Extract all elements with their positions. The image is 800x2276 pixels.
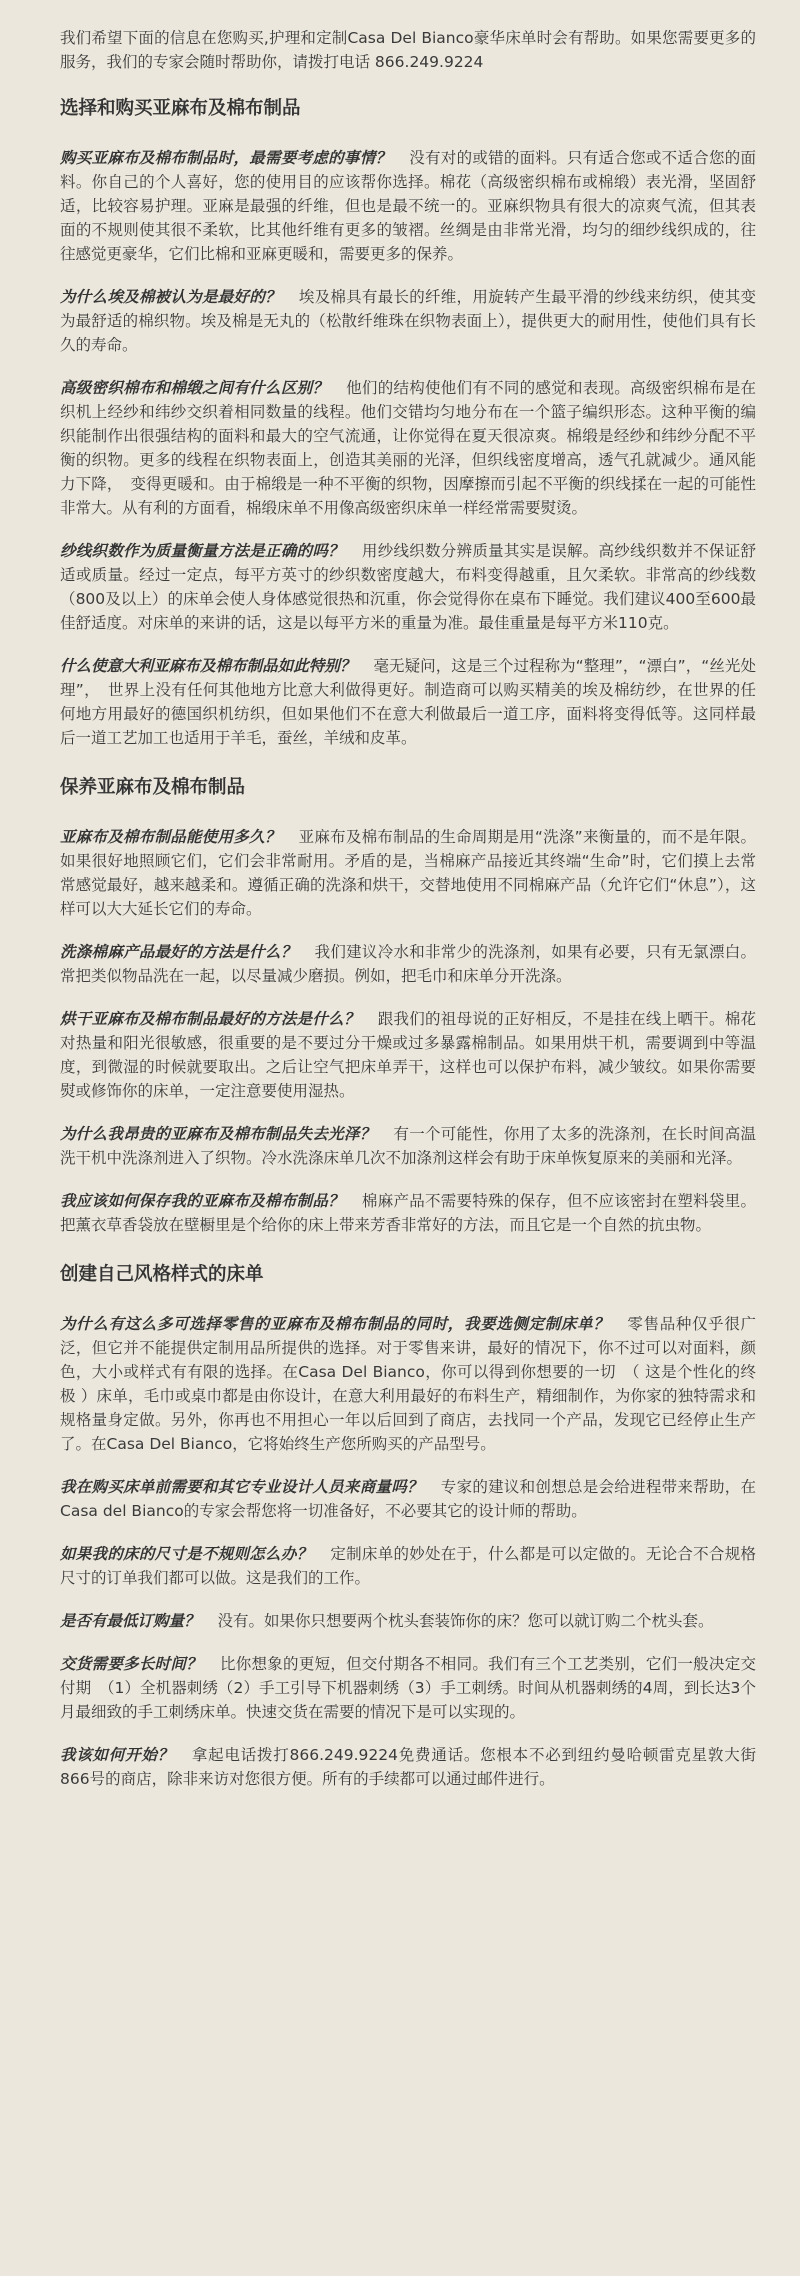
faq-question: 我在购买床单前需要和其它专业设计人员来商量吗？ <box>60 1478 423 1496</box>
faq-question: 烘干亚麻布及棉布制品最好的方法是什么？ <box>60 1010 360 1028</box>
faq-item <box>60 1542 756 1590</box>
faq-answer: 拿起电话拨打866.249.9224免费通话。您根本不必到纽约曼哈顿雷克星敦大街866号的商店，除非来访对您很方便。所有的手续都可以通过邮件进行。 <box>60 1746 756 1788</box>
faq-question: 为什么我昂贵的亚麻布及棉布制品失去光泽？ <box>60 1125 376 1143</box>
faq-item <box>60 825 756 921</box>
faq-answer: 零售品种仅乎很广泛，但它并不能提供定制用品所提供的选择。对于零售来讲，最好的情况下，你不过可以对面料，颜色，大小或样式有有限的选择。在Casa Del Bianco，你可以得到你想要的一切 （ 这是个性化的终极 ）床单，毛巾或桌巾都是由你设计，在意大利用最好的布料生产，精细制作，为你家的独特需求和规格量身定做。另外，你再也不用担心一年以后回到了商店，去找同一个产品，发现它已经停止生产了。在Casa Del Bianco，它将始终生产您所购买的产品型号。 <box>60 1315 756 1453</box>
faq-item <box>60 1122 756 1170</box>
faq-item <box>60 940 756 988</box>
section-custom-style <box>60 1262 756 1791</box>
faq-answer: 跟我们的祖母说的正好相反，不是挂在线上晒干。棉花对热量和阳光很敏感，很重要的是不要过分干燥或过多暴露棉制品。如果用烘干机，需要调到中等温度，到微湿的时候就要取出。之后让空气把床单弄干，这样也可以保护布料，减少皱纹。如果你需要熨或修饰你的床单，一定注意要使用湿热。 <box>60 1010 756 1100</box>
faq-question: 交货需要多长时间？ <box>60 1655 202 1673</box>
faq-answer: 埃及棉具有最长的纤维，用旋转产生最平滑的纱线来纺织，使其变为最舒适的棉织物。埃及棉是无丸的（松散纤维珠在织物表面上），提供更大的耐用性，使他们具有长久的寿命。 <box>60 288 756 354</box>
faq-item <box>60 1312 756 1456</box>
section-care <box>60 775 756 1237</box>
faq-answer: 用纱线织数分辨质量其实是误解。高纱线织数并不保证舒适或质量。经过一定点，每平方英寸的纱织数密度越大，布料变得越重，且欠柔软。非常高的纱线数（800及以上）的床单会使人身体感觉很热和沉重，你会觉得你在桌布下睡觉。我们建议400至600最佳舒适度。对床单的来讲的话，这是以每平方米的重量为准。最佳重量是每平方米110克。 <box>60 542 756 632</box>
faq-answer: 没有对的或错的面料。只有适合您或不适合您的面料。你自己的个人喜好，您的使用目的应该帮你选择。棉花（高级密织棉布或棉缎）表光滑，坚固舒适，比较容易护理。亚麻是最强的纤维，但也是最不统一的。亚麻织物具有很大的凉爽气流，但其表面的不规则使其很不柔软，比其他纤维有更多的皱褶。丝绸是由非常光滑，均匀的细纱线织成的，往往感觉更豪华，它们比棉和亚麻更暖和，需要更多的保养。 <box>60 149 756 263</box>
faq-question: 为什么有这么多可选择零售的亚麻布及棉布制品的同时，我要选侧定制床单？ <box>60 1315 610 1333</box>
faq-item <box>60 1609 756 1633</box>
faq-answer: 我们建议冷水和非常少的洗涤剂，如果有必要，只有无氯漂白。常把类似物品洗在一起，以尽量减少磨损。例如，把毛巾和床单分开洗涤。 <box>60 943 756 985</box>
faq-question: 如果我的床的尺寸是不规则怎么办？ <box>60 1545 313 1563</box>
faq-question: 是否有最低订购量？ <box>60 1612 200 1630</box>
faq-answer: 有一个可能性，你用了太多的洗涤剂，在长时间高温洗干机中洗涤剂进入了织物。冷水洗涤床单几次不加涤剂这样会有助于床单恢复原来的美丽和光泽。 <box>60 1125 756 1167</box>
section-title: 创建自己风格样式的床单 <box>60 1264 264 1285</box>
faq-item <box>60 1007 756 1103</box>
faq-question: 洗涤棉麻产品最好的方法是什么？ <box>60 943 297 961</box>
faq-answer: 专家的建议和创想总是会给进程带来帮助，在Casa del Bianco的专家会帮您将一切准备好，不必要其它的设计师的帮助。 <box>60 1478 756 1520</box>
faq-answer: 亚麻布及棉布制品的生命周期是用“洗涤”来衡量的，而不是年限。如果很好地照顾它们，它们会非常耐用。矛盾的是，当棉麻产品接近其终端“生命”时，它们摸上去常常感觉最好，越来越柔和。遵循正确的洗涤和烘干，交替地使用不同棉麻产品（允许它们“休息”），这样可以大大延长它们的寿命。 <box>60 828 756 918</box>
section-title: 保养亚麻布及棉布制品 <box>60 777 246 798</box>
faq-question: 高级密织棉布和棉缎之间有什么区别？ <box>60 379 329 397</box>
faq-answer: 他们的结构使他们有不同的感觉和表现。高级密织棉布是在织机上经纱和纬纱交织着相同数量的线程。他们交错均匀地分布在一个篮子编织形态。这种平衡的编织能制作出很强结构的面料和最大的空气流通，让你觉得在夏天很凉爽。棉缎是经纱和纬纱分配不平衡的织物。更多的线程在织物表面上，创造其美丽的光泽，但织线密度增高，透气孔就减少。通风能力下降， 变得更暖和。由于棉缎是一种不平衡的织物，因摩擦而引起不平衡的织线揉在一起的可能性非常大。从有利的方面看，棉缎床单不用像高级密织床单一样经常需要熨烫。 <box>60 379 756 517</box>
faq-item <box>60 285 756 357</box>
faq-item <box>60 539 756 635</box>
faq-answer: 比你想象的更短，但交付期各不相同。我们有三个工艺类别，它们一般决定交付期 （1）全机器刺绣（2）手工引导下机器刺绣（3）手工刺绣。时间从机器刺绣的4周，到长达3个月最细致的手工刺绣床单。快速交货在需要的情况下是可以实现的。 <box>60 1655 756 1721</box>
faq-question: 什么使意大利亚麻布及棉布制品如此特别？ <box>60 657 356 675</box>
intro-text: 我们希望下面的信息在您购买,护理和定制Casa Del Bianco豪华床单时会有帮助。如果您需要更多的服务，我们的专家会随时帮助你，请拨打电话 866.249.9224 <box>60 29 756 71</box>
faq-item <box>60 1189 756 1237</box>
faq-item <box>60 1743 756 1791</box>
section-choosing-buying <box>60 96 756 750</box>
faq-question: 购买亚麻布及棉布制品时，最需要考虑的事情？ <box>60 149 392 167</box>
faq-question: 纱线织数作为质量衡量方法是正确的吗？ <box>60 542 344 560</box>
faq-item <box>60 376 756 520</box>
faq-answer: 毫无疑问，这是三个过程称为“整理”，“漂白”，“丝光处理”， 世界上没有任何其他地方比意大利做得更好。制造商可以购买精美的埃及棉纺纱，在世界的任何地方用最好的德国织机纺织，但如果他们不在意大利做最后一道工序，面料将变得低等。这同样最后一道工艺加工也适用于羊毛，蚕丝，羊绒和皮革。 <box>60 657 756 747</box>
faq-answer: 棉麻产品不需要特殊的保存，但不应该密封在塑料袋里。把薰衣草香袋放在壁橱里是个给你的床上带来芳香非常好的方法，而且它是一个自然的抗虫物。 <box>60 1192 756 1234</box>
faq-item <box>60 1652 756 1724</box>
section-title: 选择和购买亚麻布及棉布制品 <box>60 98 301 119</box>
faq-answer: 没有。如果你只想要两个枕头套装饰你的床？您可以就订购二个枕头套。 <box>217 1612 714 1630</box>
faq-answer: 定制床单的妙处在于，什么都是可以定做的。无论合不合规格尺寸的订单我们都可以做。这是我们的工作。 <box>60 1545 756 1587</box>
faq-item <box>60 654 756 750</box>
faq-question: 亚麻布及棉布制品能使用多久？ <box>60 828 281 846</box>
faq-item <box>60 1475 756 1523</box>
faq-question: 为什么埃及棉被认为是最好的？ <box>60 288 281 306</box>
faq-item <box>60 146 756 266</box>
faq-question: 我该如何开始？ <box>60 1746 174 1764</box>
faq-question: 我应该如何保存我的亚麻布及棉布制品？ <box>60 1192 344 1210</box>
